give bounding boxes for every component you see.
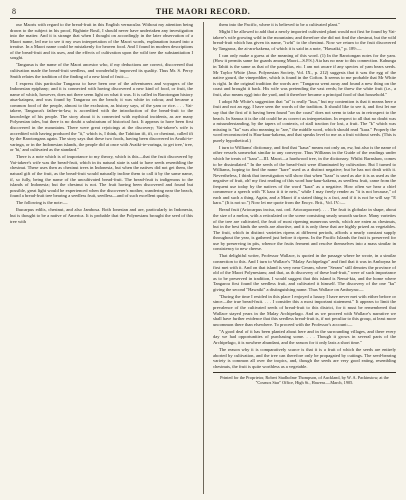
article-paragraph: Ihucarpus edilis, chestnut, and also Jambosa. Both Ionesian and are, particularly in Indonesia, but is thought to be a native of America. It is probable that the Polynesians brought the seed of this tree with xyxy=(10,207,193,224)
column-divider xyxy=(203,22,204,494)
article-columns xyxy=(10,22,396,494)
article-paragraph: Bread fruit (Artocarpus incisa, nat. ord. Artocarpaceae). . . . The fruit is globular in shape, about the size of a melon, with a reticulated or the scene consisting smaly smooth surface. Many varieties of the tree are cultivated, the fruit of most ripening numerous seeds, which are eaten as chestnuts, but in the best kinds the seeds are abortive, and it is only these that are highly prized as vegetables. The fruit, which in distinct varieties ripens at different periods, affords a nearly constant supply throughout the year, is gathered just before it ripens. In the Pacific Islands the fruit is preserved for use by preserving in pits, whence the fruits ferment and resolve themselves into a mass similar in consistency to new cheese. xyxy=(213,207,396,252)
article-paragraph: I express this particular Tangaroa to have been one of the adventurers and voyagers of the Indonesian epiphany; and it is connected with having discovered a new kind of food, or fruit, the name of which, however, does not there seem light on what it was. It is called in Rarotongan history atua-kaiapea, and was found by Tangaroa on the beach; it was white in colour, and became a common food of the people, almost to the exclusion, as history says, of the yam or rice. . . . Vai-takere, Tangaroa's father-in-law, is accredited with the introduction of the bread-fruit to the knowledge of his people. The story about it is connected with mythical incidents, as are many Polynesian tales, but there is no doubt a substratum of historical fact. It appears to have been first discovered in the mountains. There were great rejoicings at the discovery; Vai-takere's wife is accredited with having produced the "ii," which is, I think, the Tahitian ifi, ifi, or chestnut, called ifi by the Rarotongans again. The story says that these two foods, having been discovered in Avaiki-te-varinga, or in the Indonesian islands, the people did at once with Avaiki-te-varinga, to get tree,' tree, or 'bi,' and cultivated as the standard." xyxy=(10,80,193,153)
article-paragraph: I can only make a guess at the meaning of this word. (1) In the Rarotongan notes for the yam. (How it permits same for guards among Maori—S.P.S.) Aia has no near to this connection. Kahunga in Tahiti is the same as that of the pamplias, etc. I am not aware if any species of yam bears seeds. Mr Taylor White (Jour. Polynesian Society, Vol. IX., p. 212) suggests that it was the egg of the native gourd, the vinepeddier, which is found in the Cofton. It seems to me probable that Mr White is right. In the original tradition the words are: "Tangaroa went away and found a new thing on the coast and brought it back. His wife was pretending the vast reeds; he threw the white fruit (i.e., a fruit, also means egg) into the yard, and it therefore became a principal food of that household." xyxy=(213,52,396,97)
article-paragraph: The reason why it is comparatively scarce is that it is a fruit of which the seeds are entirely aborted by cultivation, and the tree can therefore only be propagated by cuttings. The seed-bearing variety is common all over the tropics, and, though the seeds are very good eating, resembling chestnuts, the fruit is quite worthless as a vegetable. xyxy=(213,346,396,369)
printer-imprint: Printed for the Proprietor, Robert Studholme Thompson, of Auckland, by W. A. Packinstow, at the "Cosmos Star" Office, High St., Hawera.—March, 1905. xyxy=(220,375,389,386)
page-number: 8 xyxy=(12,7,16,16)
article-paragraph: Might I be allowed to add that a newly imported cultivated plant would not first be found by Vai-takere's wife growing wild in the mountains; and therefore she did not find the chestnut, but the wild bread-fruit which has given its name, "iwhi" to the chestnut. Now we return to the fruit discovered by Tangaroa, the ai-ara-kakena, of which it is said in a note, "Hawaiki," p. 189:— xyxy=(213,29,396,51)
article-paragraph: "A good deal of it has been planted about here and in the surrounding villages, and there every day we had opportunities of purchasing some. . . . Though it grows in several parts of the Archipelago, it is nowhere abundant, and the season for it only lasts a short time." xyxy=(213,328,396,345)
article-paragraph: The following is the note:— xyxy=(16,200,68,206)
article-paragraph: There is a note which is of importance to my theory, which is this—that the fruit discovered by Vai-takere's wife was the bread-fruit, which in its natural state is said to have seeds resembling the chestnut. These uses then as chestnut trees in Indonesia, but when the natives did not get them, the natural gift of the fruit, as the bread-fruit would naturally incline them to call it by the same name, if, so fully, being the name of the uncultivated bread-fruit. The bread-fruit is indigenous to the islands of Indonesia; but the chestnut is not. The fruit having been discovered and found but possible, great light would be experienced when the discoverer's mother, wandering near the beach, found a bread-fruit tree bearing a seedless fruit, seedless—and of such excellent quality. xyxy=(10,154,193,199)
left-column xyxy=(10,22,193,494)
article-paragraph: That delightful writer, Professor Wallace, is quoted in the passage where he wrote, in a similar connection to this. And I turn to Wallace's "Malay Archipelago" and find that it was in Amboyna he first met with it. And on that island is very near Ceram, where "Seram" still denotes the province of old of the Maori Polynesians; and that, as th discovery of these bud-fruit," were of such importance as to be preserved in tradition, I would suggest that this island is Nenui-kia, and the home where Tangaroa first found the seedless fruit, and cultivated it himself. The discovery of the one "ku" giving the second "Hawaiki" a distinguishing name. Thus Wallace on Amboyna:— xyxy=(213,253,396,292)
page-header xyxy=(10,6,396,19)
article-paragraph: them into the Pacific, where it is believed to be a cultivated plant." xyxy=(219,22,341,27)
article-paragraph: our Maoris with regard to the bread-fruit in this English vernacular. Without my attention being drawn to the subject in his proof, Bighinie Bosil, I should never have undertaken any investigation into the matter. And it is strange that when I thought on accordingly in the later observation of a Maori name, led me to see it my own interpretation of the Maori words, explanation issued into a treatise. In a Maori name could be mistakenly for heaven food. And I found in modern descriptions of the bread-fruit and its uses, and the effects of cultivation upon the wild tree the substantiation I sought. xyxy=(10,22,193,61)
right-column xyxy=(213,22,396,494)
newspaper-page xyxy=(10,6,396,494)
article-paragraph: I adopt Mr White's suggestion that "ai" is really "kua," but my contention is that it means here a fruit and not an egg. I have seen the words of the tradition. It should like to see it, and first let me say that the first of it having been found "on the coast" does not seem to take us in retrospect to the beach. In Samoa it is the old could be as correct as interpretation. In respect to all that no doubt was a misunderstanding, by the tapers of contexts, of stall traction for lost, a fruit. The "k" which was missing is "ka" was also meaning to "are," the middle word, which should read "kara." Properly the word reconstructed is Hau-kaur-kakena, and that speaks level to me as a fruit without seeds. (This is purely hypothetical.) xyxy=(213,98,396,143)
page-title: THE MAORI RECORD. xyxy=(155,7,251,16)
footer-rule xyxy=(213,372,396,373)
article-paragraph: "During the time I resided in this place I enjoyed a luxury I have never met with either before or since—the true bread-fruit. . . . I consider this a most important statement." It appears to limit the prevalence of the cultivated seeds of bread-fruit to this district, for it must be remembered that Wallace stayed years in the Malay Archipelago. And as we proceed with Wallace's narrative we shall have further evidence that this seedless bread-fruit is, if not peculiar to this group, at least more uncommon there than elsewhere. To proceed with the Professor's account:— xyxy=(213,293,396,327)
article-paragraph: 'Tangarua is the name of the Maori ancestor who, if my deductions are correct, discovered that cultivation made the bread-fruit seedless, and wonderfully improved its quality. Thus Mr. S. Percy Smith relates the tradition of the finding of a new kind of fruit:— xyxy=(10,62,193,79)
article-paragraph: I turn to Williams' dictionary, and find that "kaua" means not only an, ew, but also is the name of other vessels somewhat similar to any conveyor. Thus Williams in the Guide of the readings under which he treats of "kara"—III. Maori—a hardwood tree, in the dictionary. Whilst Barnshaw, comes to be dissimilated." In the seeds of the bread-fruit were illuminated by cultivation. But I turned to Williams, hoping to find the name "kare" used as a distinct negative; but he has not dealt with it. Nevertheless, I think that investigation will show that when "kara" is used as ake it is as used as the negative of fruit, oh! my first reading of this word hau-kaur-kakena, as seedless fruit, came from the frequent use today by the natives of the word "kara" as a negative. How often we hear a chief commence a speech with "E kara it it te nets," while I may freely render as "it is not because," of each and such a thing. Again, and a Maori if a stated thing is a fact, and if it is not he will say "E kara." (It is not so.") Now let me quote from the Encyc. Brit., Vol. IV.:— xyxy=(213,144,396,206)
